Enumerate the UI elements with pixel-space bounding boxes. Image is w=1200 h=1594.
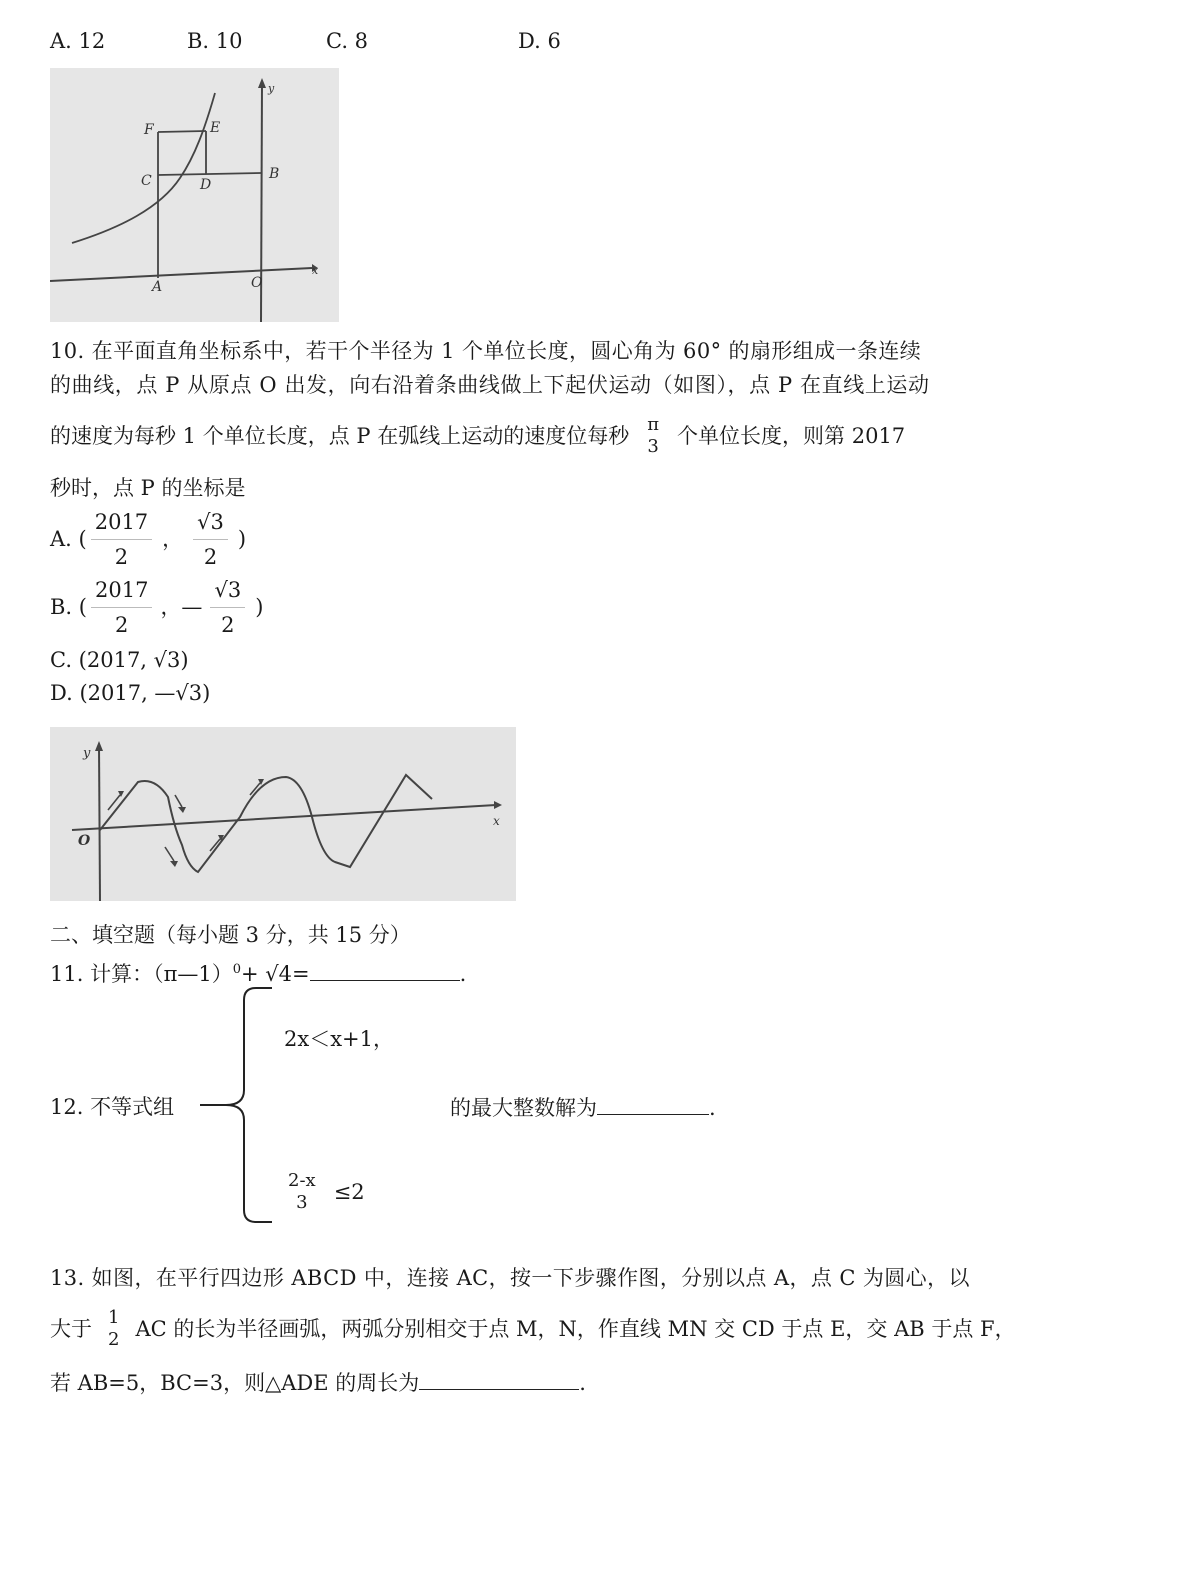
label-e: E [210, 120, 221, 136]
y-axis [99, 745, 100, 901]
option-b-label: B. ( [50, 595, 87, 619]
q13-period: . [579, 1371, 586, 1395]
option-a-separator: ， [162, 527, 184, 551]
q10-line-2: 的曲线，点 P 从原点 O 出发，向右沿着条曲线做上下起伏运动（如图），点 P 在直线上运动 [50, 373, 930, 397]
fraction-denominator: 3 [296, 1192, 308, 1213]
q12-period: . [709, 1096, 716, 1120]
q9-option-b: B. 10 [187, 29, 243, 53]
q10-option-b [50, 576, 263, 638]
q11-period: . [459, 962, 467, 986]
q13-line-2-pre: 大于 [50, 1317, 92, 1341]
fraction-denominator: 2 [203, 544, 218, 569]
fraction-denominator: 2 [115, 612, 129, 637]
option-a-x-fraction [91, 507, 152, 572]
fraction-denominator: 2 [108, 1329, 120, 1350]
fraction-numerator: √3 [214, 577, 242, 602]
fraction-numerator: 1 [108, 1307, 120, 1328]
fraction-denominator: 2 [114, 544, 129, 569]
label-x: x [312, 264, 319, 277]
q10-option-c: C. (2017, √3) [50, 648, 189, 672]
q10-line-3 [50, 406, 905, 466]
q12-tail [450, 1092, 716, 1123]
q10-line-4: 秒时，点 P 的坐标是 [50, 476, 246, 500]
option-a-close: ) [237, 527, 247, 551]
q10-line-1: 10. 在平面直角坐标系中，若干个半径为 1 个单位长度，圆心角为 60° 的扇形组成一条连续 [50, 339, 922, 363]
q9-figure-svg [50, 68, 339, 322]
q10-figure [50, 727, 516, 901]
section-2-heading: 二、填空题（每小题 3 分，共 15 分） [50, 923, 411, 947]
label-d: D [200, 177, 212, 193]
q13-line-3 [50, 1367, 586, 1398]
q12-inequality-2 [280, 1160, 365, 1224]
label-x: x [493, 814, 500, 828]
label-y: y [268, 82, 275, 95]
q9-option-a: A. 12 [50, 29, 106, 53]
label-a: A [152, 279, 163, 295]
q13-line-2 [50, 1298, 1016, 1360]
fraction-numerator: 2-x [288, 1170, 316, 1191]
fraction-numerator: 2017 [94, 577, 149, 602]
q10-option-a [50, 508, 246, 570]
q12-fraction [284, 1170, 320, 1214]
option-a-label: A. ( [50, 527, 87, 551]
label-y: y [83, 746, 91, 761]
option-b-y-fraction [210, 575, 245, 640]
q13-line-3-text: 若 AB=5，BC=3，则△ADE 的周长为 [50, 1371, 420, 1395]
q12-relation: ≤2 [333, 1180, 365, 1204]
q11-expression: 11. 计算：（π—1） [50, 962, 233, 986]
q9-option-c: C. 8 [326, 29, 369, 53]
q10-speed-fraction [643, 414, 663, 458]
label-o: O [78, 833, 91, 849]
q11-exponent: 0 [232, 962, 242, 977]
q11-expression-tail: + √4= [241, 962, 310, 986]
fraction-denominator: 2 [221, 612, 235, 637]
q12-tail-text: 的最大整数解为 [450, 1096, 597, 1120]
label-f: F [144, 122, 154, 138]
q10-line-3-pre: 的速度为每秒 1 个单位长度，点 P 在弧线上运动的速度位每秒 [50, 424, 630, 448]
q9-option-d: D. 6 [518, 29, 561, 53]
q13-line-2-post: AC 的长为半径画弧，两弧分别相交于点 M，N，作直线 MN 交 CD 于点 E，交 AB 于点 F， [135, 1317, 1016, 1341]
q13-fraction [104, 1307, 123, 1351]
label-o: O [251, 275, 263, 291]
fraction-numerator: √3 [197, 509, 224, 534]
q10-figure-svg [50, 727, 516, 901]
q10-option-d: D. (2017, —√3) [50, 681, 211, 705]
q11-answer-blank[interactable] [310, 958, 460, 981]
option-b-separator: ，— [160, 595, 203, 619]
fraction-numerator: π [647, 414, 660, 435]
option-b-x-fraction [91, 575, 152, 640]
q12-brace [196, 985, 276, 1225]
q9-figure [50, 68, 339, 322]
option-b-close: ) [255, 595, 264, 619]
q13-answer-blank[interactable] [419, 1367, 579, 1390]
q12-answer-blank[interactable] [597, 1092, 709, 1115]
fraction-denominator: 3 [647, 436, 659, 457]
q10-line-3-post: 个单位长度，则第 2017 [677, 424, 906, 448]
fraction-numerator: 2017 [94, 509, 149, 534]
label-c: C [141, 173, 152, 189]
option-a-y-fraction [193, 507, 228, 572]
q13-line-1: 13. 如图，在平行四边形 ABCD 中，连接 AC，按一下步骤作图，分别以点 A，点 C 为圆心，以 [50, 1266, 970, 1290]
q12-inequality-1: 2x＜x+1， [284, 1027, 395, 1051]
q12-label: 12. 不等式组 [50, 1095, 175, 1119]
label-b: B [269, 166, 280, 182]
q11 [50, 955, 466, 989]
